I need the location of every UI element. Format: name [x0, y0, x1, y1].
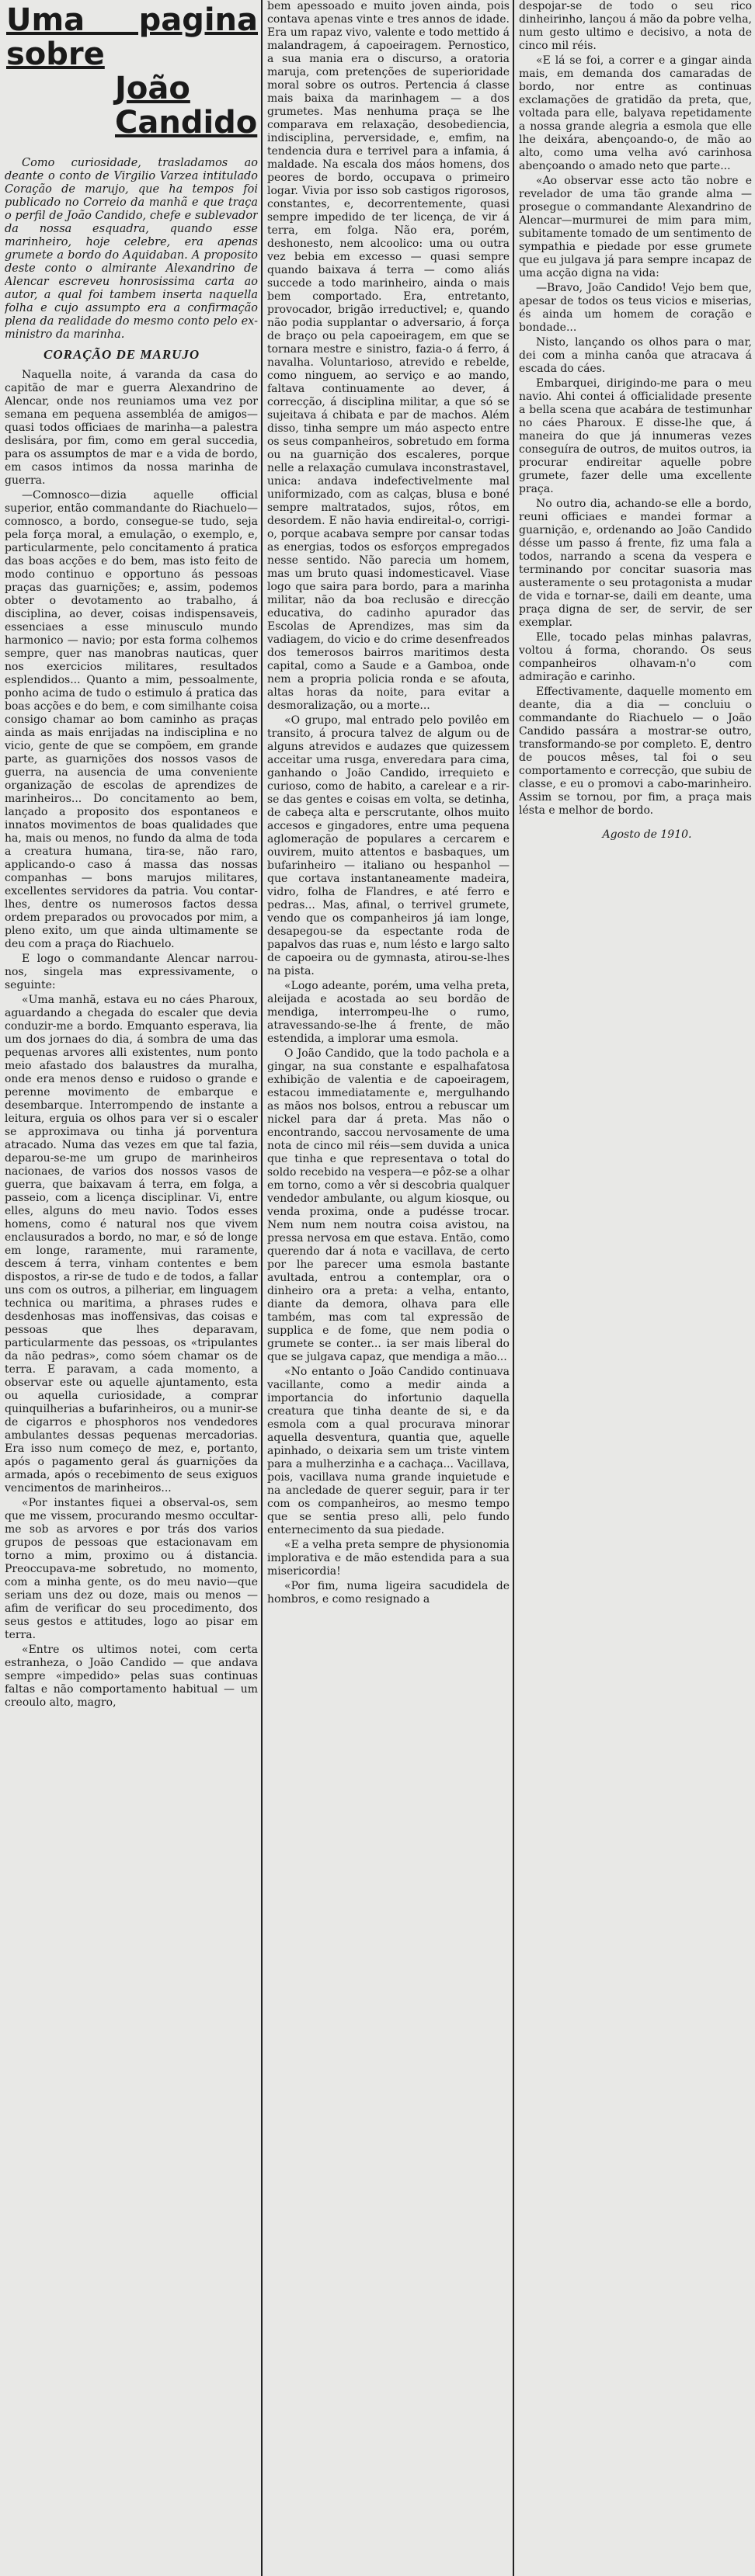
paragraph: O João Candido, que la todo pachola e a gingar, na sua constante e espalhafatosa exhibição de valentia e de capoeiragem, estacou immediatamente e, mergulhando as mãos nos bolsos, entrou a rebuscar um nickel para dar á preta. Mas não o encontrando, saccou nervosamente de uma nota de cinco mil réis—sem duvida a unica que tinha e que representava o total do soldo recebido na vespera—e pôz-se a olhar em torno, como a vêr si descobria qualquer vendedor ambulante, ou algum kiosque, ou venda proxima, onde a pudésse trocar. Nem num nem noutra coisa avistou, na pressa nervosa em que estava. Então, como querendo dar á nota e vacillava, de certo por lhe parecer uma esmola bastante avultada, entrou a contemplar, ora o dinheiro ora a preta: a velha, entanto, diante da demora, olhava para elle também, mas com tal expressão de supplica e de fome, que nem podia o grumete se conter... ia ser mais liberal do que se julgava capaz, que mendiga a mão... [267, 1047, 510, 1363]
paragraph: bem apessoado e muito joven ainda, pois contava apenas vinte e tres annos de idade. Era um rapaz vivo, valente e todo mettido á malandragem, á capoeiragem. Pernostico, a sua mania era o discurso, a oratoria maruja, com pretenções de superioridade moral sobre os outros. Pertencia á classe mais baixa da marinhagem — a dos grumetes. Mas nenhuma praça se lhe comparava em relaxação, desobediencia, indisciplina, perversidade, e, emfim, na tendencia dura e terrivel para a infamia, á maldade. Na escala dos máos homens, dos peores de bordo, occupava o primeiro logar. Vivia por isso sob castigos rigorosos, constantes, e, decorrentemente, quasi sempre impedido de ter licença, de vir á terra, em folga. Não era, porém, deshonesto, nem alcoolico: uma ou outra vez bebia em excesso — quasi sempre quando baixava á terra — como aliás succede a todo marinheiro, ainda o mais bem comportado. Era, entretanto, provocador, brigão irreductivel; e, quando não podia supplantar o adversario, á força de braço ou pela capoeiragem, em que se tornara mestre e sinistro, fazia-o á ferro, á navalha. Voluntarioso, atrevido e rebelde, como ninguem, ao serviço e ao mando, faltava continuamente ao dever, á correcção, á disciplina militar, a que só se sujeitava á chibata e par de machos. Além disso, tinha sempre um máo aspecto entre os seus companheiros, sobretudo em forma ou na guarnição dos escaleres, porque nelle a relaxação cumulava inconstrastavel, unica: andava indefectivelmente mal uniformizado, com as calças, blusa e boné sempre maltratados, sujos, rôtos, em desordem. E não havia endireital-o, corrigi-o, porque acabava sempre por cansar todas as energias, todos os esforços empregados nesse sentido. Não parecia um homem, mas um bruto quasi indomesticavel. Viase logo que saira para bordo, para a marinha militar, não da boa reclusão e direcção educativa, do cadinho apurador das Escolas de Aprendizes, mas sim da vadiagem, do vicio e do crime desenfreados dos temerosos bairros maritimos desta capital, como a Saude e a Gamboa, onde nem a propria policia ronda e se afouta, altas horas da noite, para evitar a desmoralização, ou a morte... [267, 0, 510, 712]
column-2 [267, 0, 510, 2576]
paragraph: «Por instantes fiquei a observal-os, sem que me vissem, procurando mesmo occultar-me sob as arvores e por trás dos varios grupos de pessoas que estacionavam em torno a mim, proximo ou á distancia. Preoccupava-me sobretudo, no momento, com a minha gente, os do meu navio—que seriam uns dez ou doze, mais ou menos — afim de verificar do seu procedimento, dos seus gestos e attitudes, logo ao pisar em terra. [5, 1497, 258, 1641]
intro-paragraph: Como curiosidade, trasladamos ao deante o conto de Virgilio Varzea intitulado Coração de marujo, que ha tempos foi publicado no Correio da manhã e que traça o perfil de João Candido, chefe e sublevador da nossa esquadra, quando esse marinheiro, hoje celebre, era apenas grumete a bordo do Aquidaban. A proposito deste conto o almirante Alexandrino de Alencar escreveu honrosissima carta ao autor, a qual foi tambem inserta naquella folha e cujo assumpto era a confirmação plena da realidade do mesmo conto pelo ex-ministro da marinha. [5, 157, 258, 341]
paragraph: «O grupo, mal entrado pelo povilêo em transito, á procura talvez de algum ou de alguns atrevidos e audazes que quizessem acceitar uma rusga, enveredara para cima, ganhando o João Candido, irrequieto e curioso, como de habito, a carelear e a rir-se das gentes e coisas em volta, se detinha, de cabeça alta e perscrutante, olhos muito accesos e gingadores, entre uma pequena aglomeração de populares a cercarem e ouvirem, muito attentos e basbaques, um bufarinheiro — italiano ou hespanhol — que cortava instantaneamente madeira, vidro, folha de Flandres, e até ferro e pedras... Mas, afinal, o terrivel grumete, vendo que os companheiros já iam longe, desapegou-se da espectante roda de papalvos das ruas e, num lésto e largo salto de capoeira ou de gymnasta, atirou-se-lhes na pista. [267, 714, 510, 977]
dateline: Agosto de 1910. [602, 828, 692, 841]
paragraph: Elle, tocado pelas minhas palavras, voltou á forma, chorando. Os seus companheiros olhavam-n'o com admiração e carinho. [519, 631, 752, 683]
paragraph: «Entre os ultimos notei, com certa estranheza, o João Candido — que andava sempre «impedido» pelas suas continuas faltas e não comportamento habitual — um creoulo alto, magro, [5, 1644, 258, 1709]
paragraph: Embarquei, dirigindo-me para o meu navio. Ahi contei á officialidade presente a bella scena que acabára de testimunhar no cáes Pharoux. E disse-lhe que, á maneira do que já innumeras vezes conseguíra de outros, de muitos outros, ia procurar endireitar aquelle pobre grumete, fazer delle uma excellente praça. [519, 377, 752, 495]
paragraph: «E a velha preta sempre de physionomia implorativa e de mão estendida para a sua misericordia! [267, 1539, 510, 1578]
paragraph: E logo o commandante Alencar narrou-nos, singela mas expressivamente, o seguinte: [5, 953, 258, 991]
paragraph: Naquella noite, á varanda da casa do capitão de mar e guerra Alexandrino de Alencar, onde nos reuniamos uma vez por semana em pequena assembléa de amigos—quasi todos officiaes de marinha—a palestra deslisára, por fim, como em geral succedia, para os assumptos de mar e a vida de bordo, em casos intimos da nossa marinha de guerra. [5, 369, 258, 487]
paragraph: «E lá se foi, a correr e a gingar ainda mais, em demanda dos camaradas de bordo, nor entre as continuas exclamações de gratidão da preta, que, voltada para elle, balyava repetidamente a nossa grande alegria a esmola que elle lhe deixára, abençoando-o, de mão ao alto, como uma velha avó carinhosa abençoando o amado neto que parte... [519, 54, 752, 172]
paragraph: «Ao observar esse acto tão nobre e revelador de uma tão grande alma — prosegue o commandante Alexandrino de Alencar—murmurei de mim para mim, subitamente tomado de um sentimento de sympathia e piedade por esse grumete que eu julgava já para sempre incapaz de uma acção digna na vida: [519, 175, 752, 279]
paragraph: Effectivamente, daquelle momento em deante, dia a dia — concluiu o commandante do Riachuelo — o João Candido passára a mostrar-se outro, transformando-se por completo. E, dentro de poucos mêses, tal foi o seu comportamento e correcção, que subiu de classe, e eu o promovi a cabo-marinheiro. Assim se tornou, por fim, a praça mais lésta e melhor de bordo. [519, 686, 752, 817]
paragraph: —Bravo, João Candido! Vejo bem que, apesar de todos os teus vicios e miserias, és ainda um homem de coração e bondade... [519, 282, 752, 334]
headline [6, 3, 258, 140]
paragraph: No outro dia, achando-se elle a bordo, reuni officiaes e mandei formar a guarnição, e, ordenando ao João Candido désse um passo á frente, fiz uma fala a todos, narrando a scena da vespera e terminando por concitar suasoria mas austeramente o seu protagonista a mudar de vida e tornar-se, daili em deante, uma praça digna de ser, de servir, de ser exemplar. [519, 498, 752, 629]
headline-line-1: Uma pagina sobre [6, 2, 258, 72]
paragraph: despojar-se de todo o seu rico dinheirinho, lançou á mão da pobre velha, num gesto ultimo e decisivo, a nota de cinco mil réis. [519, 0, 752, 52]
column-1 [5, 0, 258, 2576]
paragraph: —Comnosco—dizia aquelle official superior, então commandante do Riachuelo—comnosco, a bordo, consegue-se tudo, seja pela força moral, a emulação, o exemplo, e, particularmente, pelo concitamento á pratica das boas acções e do bem, mas isto feito de modo continuo e opportuno ás pessoas praças das guarnições; e, assim, podemos obter o devotamento ao trabalho, á disciplina, ao dever, coisas indispensaveis, essenciaes a esse minusculo mundo harmonico — navio; por esta forma colhemos sempre, quer nas manobras nauticas, quer nos exercicios militares, resultados esplendidos... Quanto a mim, pessoalmente, ponho acima de tudo o estimulo á pratica das boas acções e do bem, e com similhante coisa consigo chamar ao bom caminho as praças ainda as mais enrijadas na indisciplina e no vicio, gente de que se compõem, em grande parte, as guarnições dos nossos vasos de guerra, na ausencia de uma conveniente organização de escolas de aprendizes de marinheiros... Do concitamento ao bem, lançado a proposito dos espontaneos e innatos movimentos de boas qualidades que ha, mais ou menos, no fundo da alma de toda a creatura humana, tira-se, não raro, applicando-o caso á massa das nossas companhas — bons marujos militares, excellentes servidores da patria. Vou contar-lhes, dentre os numerosos factos dessa ordem preparados ou provocados por mim, a pleno exito, um que ainda ultimamente se deu com a praça do Riachuelo. [5, 489, 258, 950]
column-divider [261, 0, 263, 2576]
headline-line-2: João Candido [115, 71, 258, 141]
paragraph: «Uma manhã, estava eu no cáes Pharoux, aguardando a chegada do escaler que devia conduzir-me a bordo. Emquanto esperava, lia um dos jornaes do dia, á sombra de uma das pequenas arvores alli existentes, num ponto meio afastado dos balaustres da muralha, onde era menos denso e ruidoso o grande e perenne movimento de embarque e desembarque. Interrompendo de instante a leitura, erguia os olhos para ver si o escaler se approximava ou tinha já porventura atracado. Numa das vezes em que tal fazia, deparou-se-me um grupo de marinheiros nacionaes, de varios dos nossos vasos de guerra, que baixavam á terra, em folga, a passeio, com a licença disciplinar. Vi, entre elles, alguns do meu navio. Todos esses homens, como é natural nos que vivem enclausurados a bordo, no mar, e só de longe em longe, raramente, mui raramente, descem á terra, vinham contentes e bem dispostos, a rir-se de tudo e de todos, a fallar uns com os outros, a pilheriar, em linguagem technica ou maritima, a phrases rudes e desdenhosas mas inoffensivas, das coisas e pessoas que lhes deparavam, particularmente das pessoas, os «tripulantes da não pedras», como sóem chamar os de terra. E paravam, a cada momento, a observar este ou aquelle ajuntamento, esta ou aquella curiosidade, a comprar quinquilherias a bufarinheiros, ou a munir-se de cigarros e phosphoros nos vendedores ambulantes dessas pequenas mercadorias. Era isso num começo de mez, e, portanto, após o pagamento geral ás guarnições da armada, após o recebimento de seus exiguos vencimentos de marinheiros... [5, 994, 258, 1495]
paragraph: «Logo adeante, porém, uma velha preta, aleijada e acostada ao seu bordão de mendiga, interrompeu-lhe o rumo, atravessando-se-lhe á frente, de mão estendida, a implorar uma esmola. [267, 980, 510, 1045]
paragraph: «Por fim, numa ligeira sacudidela de hombros, e como resignado a [267, 1580, 510, 1606]
column-divider [513, 0, 514, 2576]
paragraph: «No entanto o João Candido continuava vacillante, como a medir ainda a importancia do infortunio daquella creatura que tinha deante de si, e da esmola com a qual procurava minorar aquella desventura, quantia que, aquelle apinhado, o deixaria sem um triste vintem para a mulherzinha e a cachaça... Vacillava, pois, vacillava numa grande inquietude e na ancledade de querer seguir, para ir ter com os companheiros, ao mesmo tempo que se sentia preso alli, pelo fundo enternecimento da sua piedade. [267, 1366, 510, 1536]
column-3 [519, 0, 752, 2576]
paragraph: Nisto, lançando os olhos para o mar, dei com a minha canôa que atracava á escada do cáes. [519, 336, 752, 375]
story-title: CORAÇÃO DE MARUJO [43, 347, 200, 362]
